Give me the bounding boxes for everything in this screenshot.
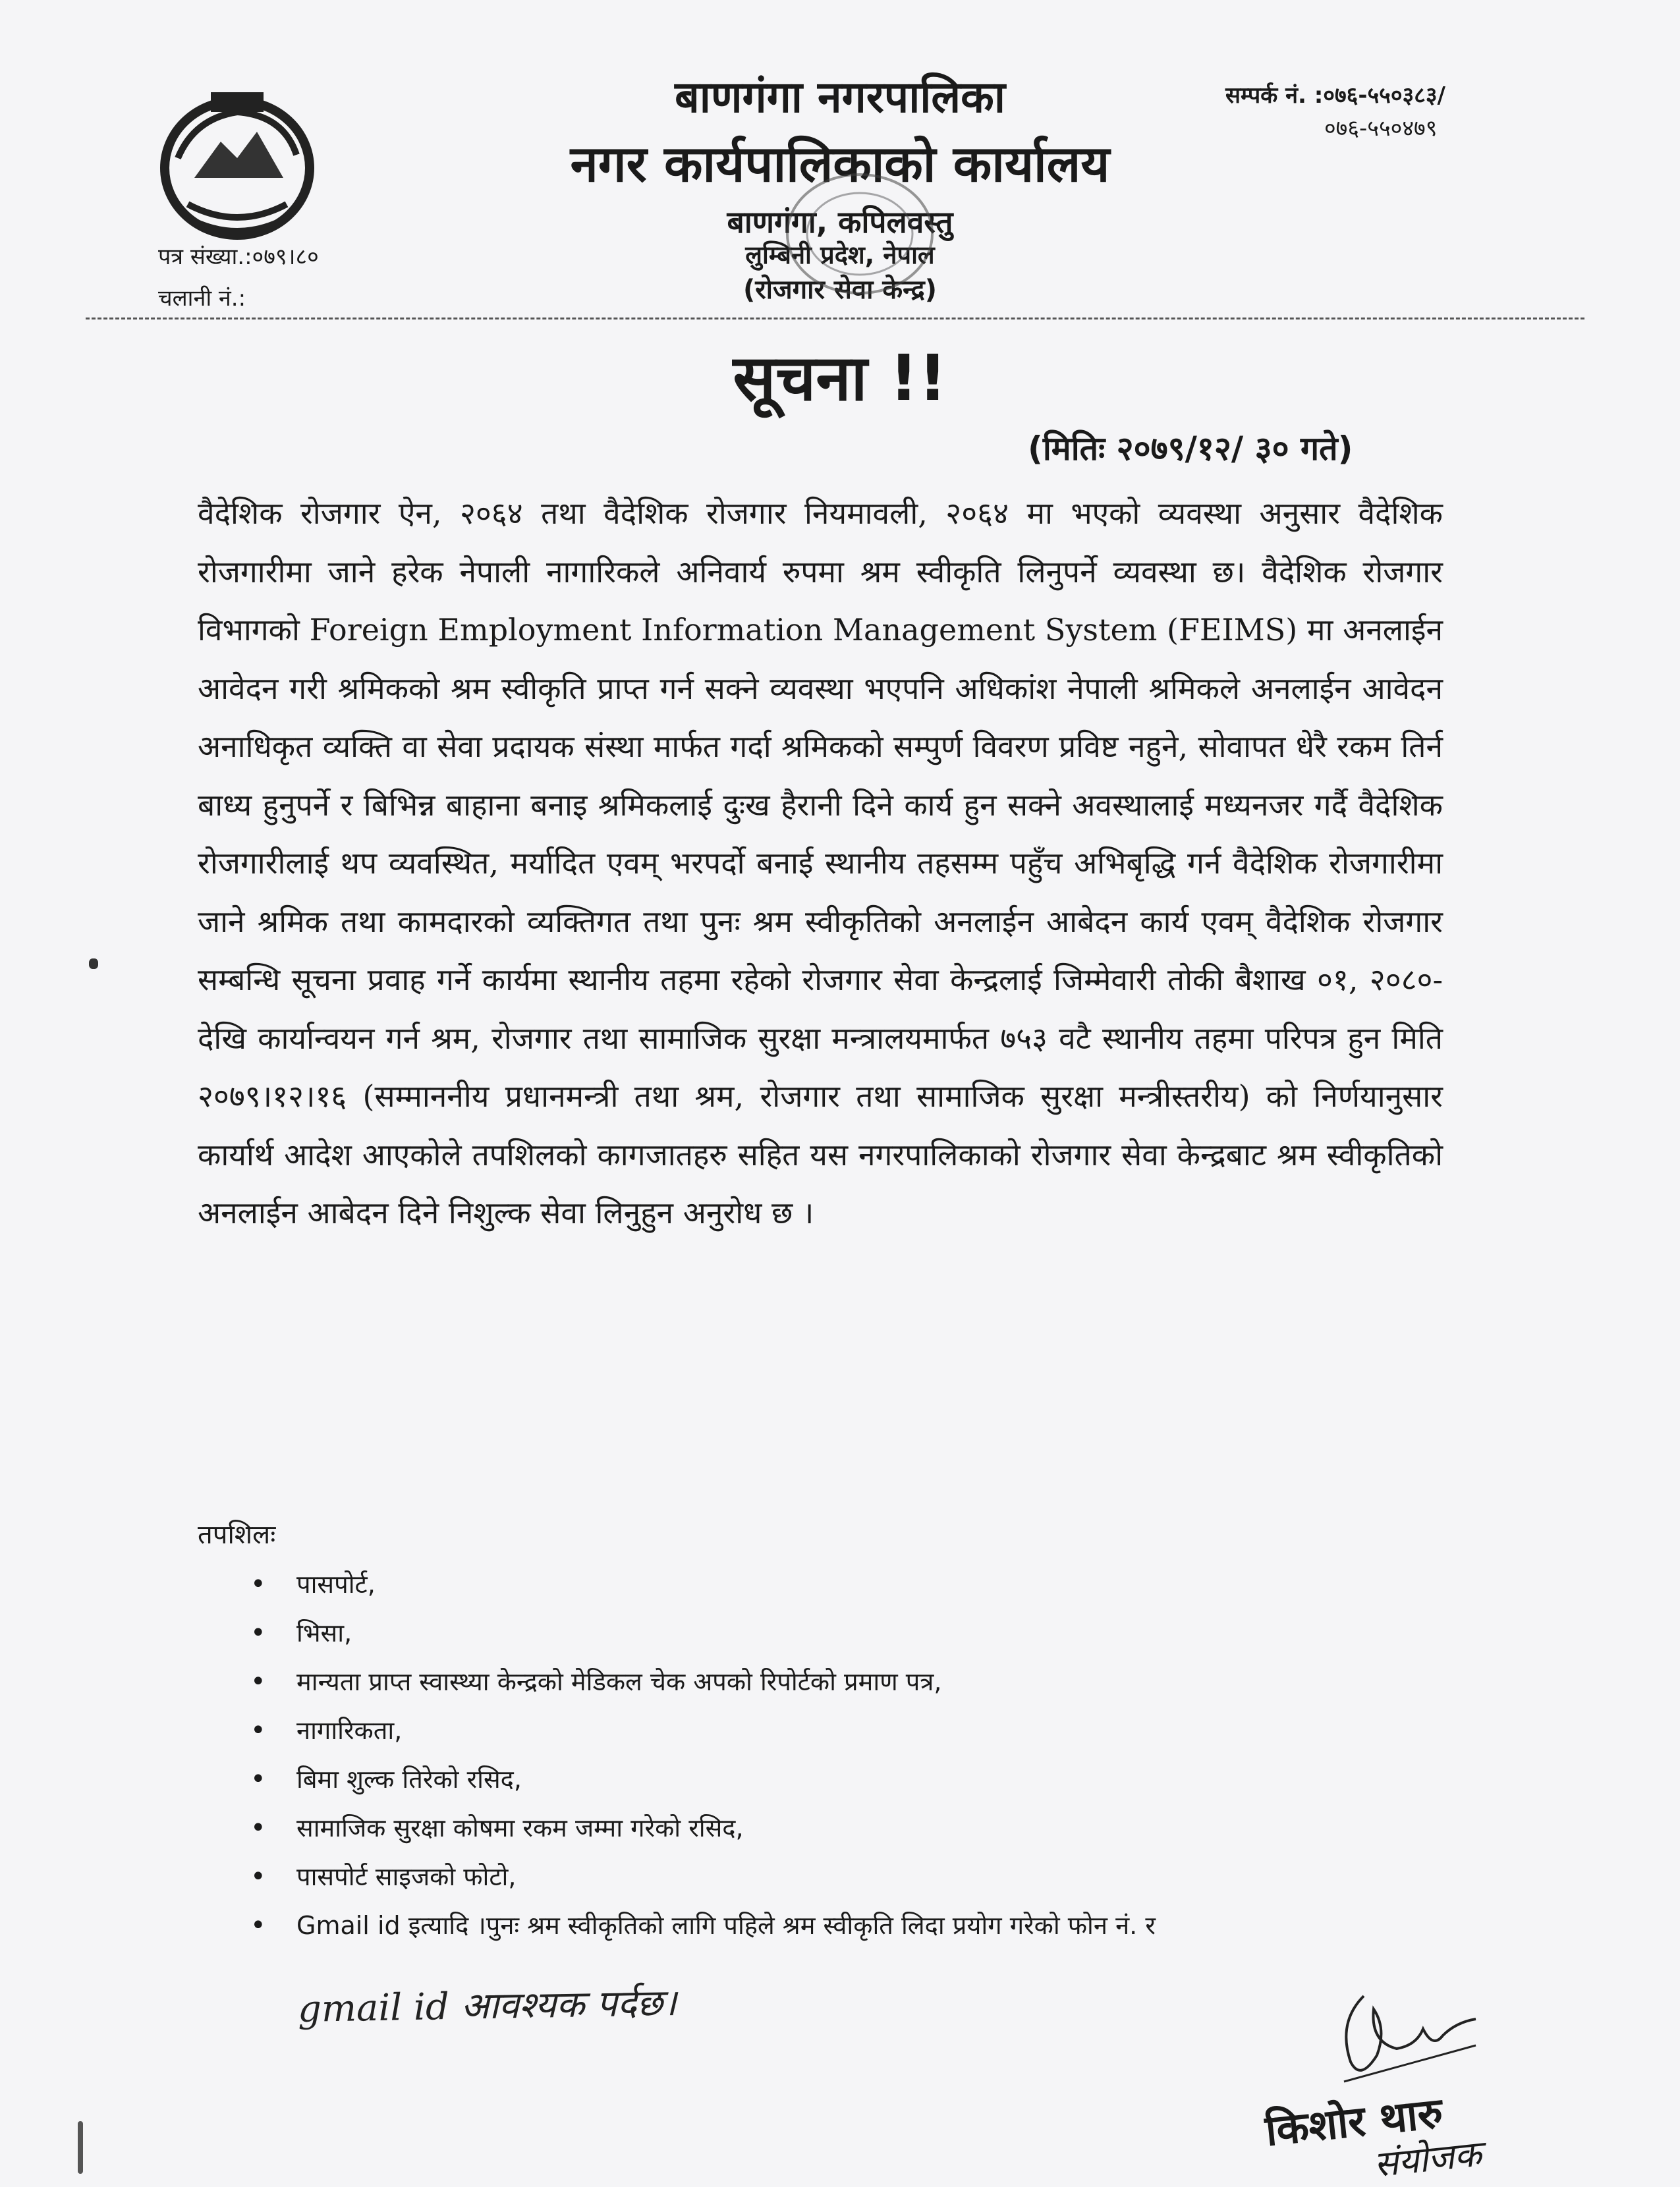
list-item: • नागारिकता, bbox=[250, 1706, 1502, 1755]
scan-speck bbox=[89, 958, 98, 969]
scan-edge-mark bbox=[78, 2121, 83, 2174]
signatory-name: किशोर थारु bbox=[1263, 2089, 1445, 2156]
municipality-name: बाणगंगा नगरपालिका bbox=[675, 72, 1005, 123]
notice-body: वैदेशिक रोजगार ऐन, २०६४ तथा वैदेशिक रोजगार नियमावली, २०६४ मा भएको व्यवस्था अनुसार वैदेशिक रोजगारीमा जाने हरेक नेपाली नागारिकले अनिवार्य रुपमा श्रम स्वीकृति लिनुपर्ने व्यवस्था छ। वैदेशिक रोजगार विभागको Foreign Employment Information Management System (FEIMS) मा अनलाईन आवेदन गरी श्रमिकको श्रम स्वीकृति प्राप्त गर्न सक्ने व्यवस्था भएपनि अधिकांश नेपाली श्रमिकले अनलाईन आवेदन अनाधिकृत व्यक्ति वा सेवा प्रदायक संस्था मार्फत गर्दा श्रमिकको सम्पुर्ण विवरण प्रविष्ट नहुने, सोवापत धेरै रकम तिर्न बाध्य हुनुपर्ने र बिभिन्न बाहाना बनाइ श्रमिकलाई दुःख हैरानी दिने कार्य हुन सक्ने अवस्थालाई मध्यनजर गर्दै वैदेशिक रोजगारीलाई थप व्यवस्थित, मर्यादित एवम् भरपर्दो बनाई स्थानीय तहसम्म पहुँच अभिबृद्धि गर्न वैदेशिक रोजगारीमा जाने श्रमिक तथा कामदारको व्यक्तिगत तथा पुनः श्रम स्वीकृतिको अनलाईन आबेदन कार्य एवम् वैदेशिक रोजगार सम्बन्धि सूचना प्रवाह गर्ने कार्यमा स्थानीय तहमा रहेको रोजगार सेवा केन्द्रलाई जिम्मेवारी तोकी बैशाख ०१, २०८०- देखि कार्यान्वयन गर्न श्रम, रोजगार तथा सामाजिक सुरक्षा मन्त्रालयमार्फत ७५३ वटै स्थानीय तहमा परिपत्र हुन मिति २०७९।१२।१६ (सम्माननीय प्रधानमन्त्री तथा श्रम, रोजगार तथा सामाजिक सुरक्षा मन्त्रीस्तरीय) को निर्णयानुसार कार्यार्थ आदेश आएकोले तपशिलको कागजातहरु सहित यस नगरपालिकाको रोजगार सेवा केन्द्रबाट श्रम स्वीकृतिको अनलाईन आबेदन दिने निशुल्क सेवा लिनुहुन अनुरोध छ । bbox=[198, 495, 1443, 1231]
contact-number-1: सम्पर्क नं. :०७६-५५०३८३/ bbox=[1225, 82, 1445, 109]
list-item: • बिमा शुल्क तिरेको रसिद, bbox=[250, 1755, 1502, 1804]
province-line: लुम्बिनी प्रदेश, नेपाल bbox=[745, 240, 935, 269]
list-item: • मान्यता प्राप्त स्वास्थ्या केन्द्रको मेडिकल चेक अपको रिपोर्टको प्रमाण पत्र, bbox=[250, 1657, 1502, 1706]
office-stamp bbox=[738, 168, 975, 300]
signatory-title: संयोजक bbox=[1372, 2132, 1484, 2186]
list-item: • पासपोर्ट, bbox=[250, 1560, 1502, 1609]
dispatch-number: चलानी नं.: bbox=[158, 285, 246, 312]
list-heading: तपशिलः bbox=[198, 1520, 276, 1550]
signature-mark bbox=[1324, 1983, 1489, 2101]
header-divider bbox=[86, 318, 1584, 319]
list-item: • पासपोर्ट साइजको फोटो, bbox=[250, 1852, 1502, 1901]
office-name: नगर कार्यपालिकाको कार्यालय bbox=[570, 134, 1110, 193]
reference-number: पत्र संख्या.:०७९।८० bbox=[158, 244, 319, 270]
contact-number-2: ०७६-५५०४७९ bbox=[1324, 115, 1438, 142]
document-list bbox=[250, 1560, 1502, 1950]
center-name: (रोजगार सेवा केन्द्र) bbox=[742, 275, 937, 305]
list-item: • भिसा, bbox=[250, 1609, 1502, 1657]
notice-title: सूचना !! bbox=[733, 341, 947, 415]
list-item: • सामाजिक सुरक्षा कोषमा रकम जम्मा गरेको रसिद, bbox=[250, 1804, 1502, 1852]
handwritten-note: gmail id आवश्यक पर्दछ। bbox=[297, 1981, 677, 2031]
office-address: बाणगंगा, कपिलवस्तु bbox=[727, 204, 953, 240]
list-item: • Gmail id इत्यादि ।पुनः श्रम स्वीकृतिको लागि पहिले श्रम स्वीकृति लिदा प्रयोग गरेको फोन नं. र bbox=[250, 1901, 1502, 1950]
notice-date: (मितिः २०७९/१२/ ३० गते) bbox=[1028, 429, 1353, 468]
